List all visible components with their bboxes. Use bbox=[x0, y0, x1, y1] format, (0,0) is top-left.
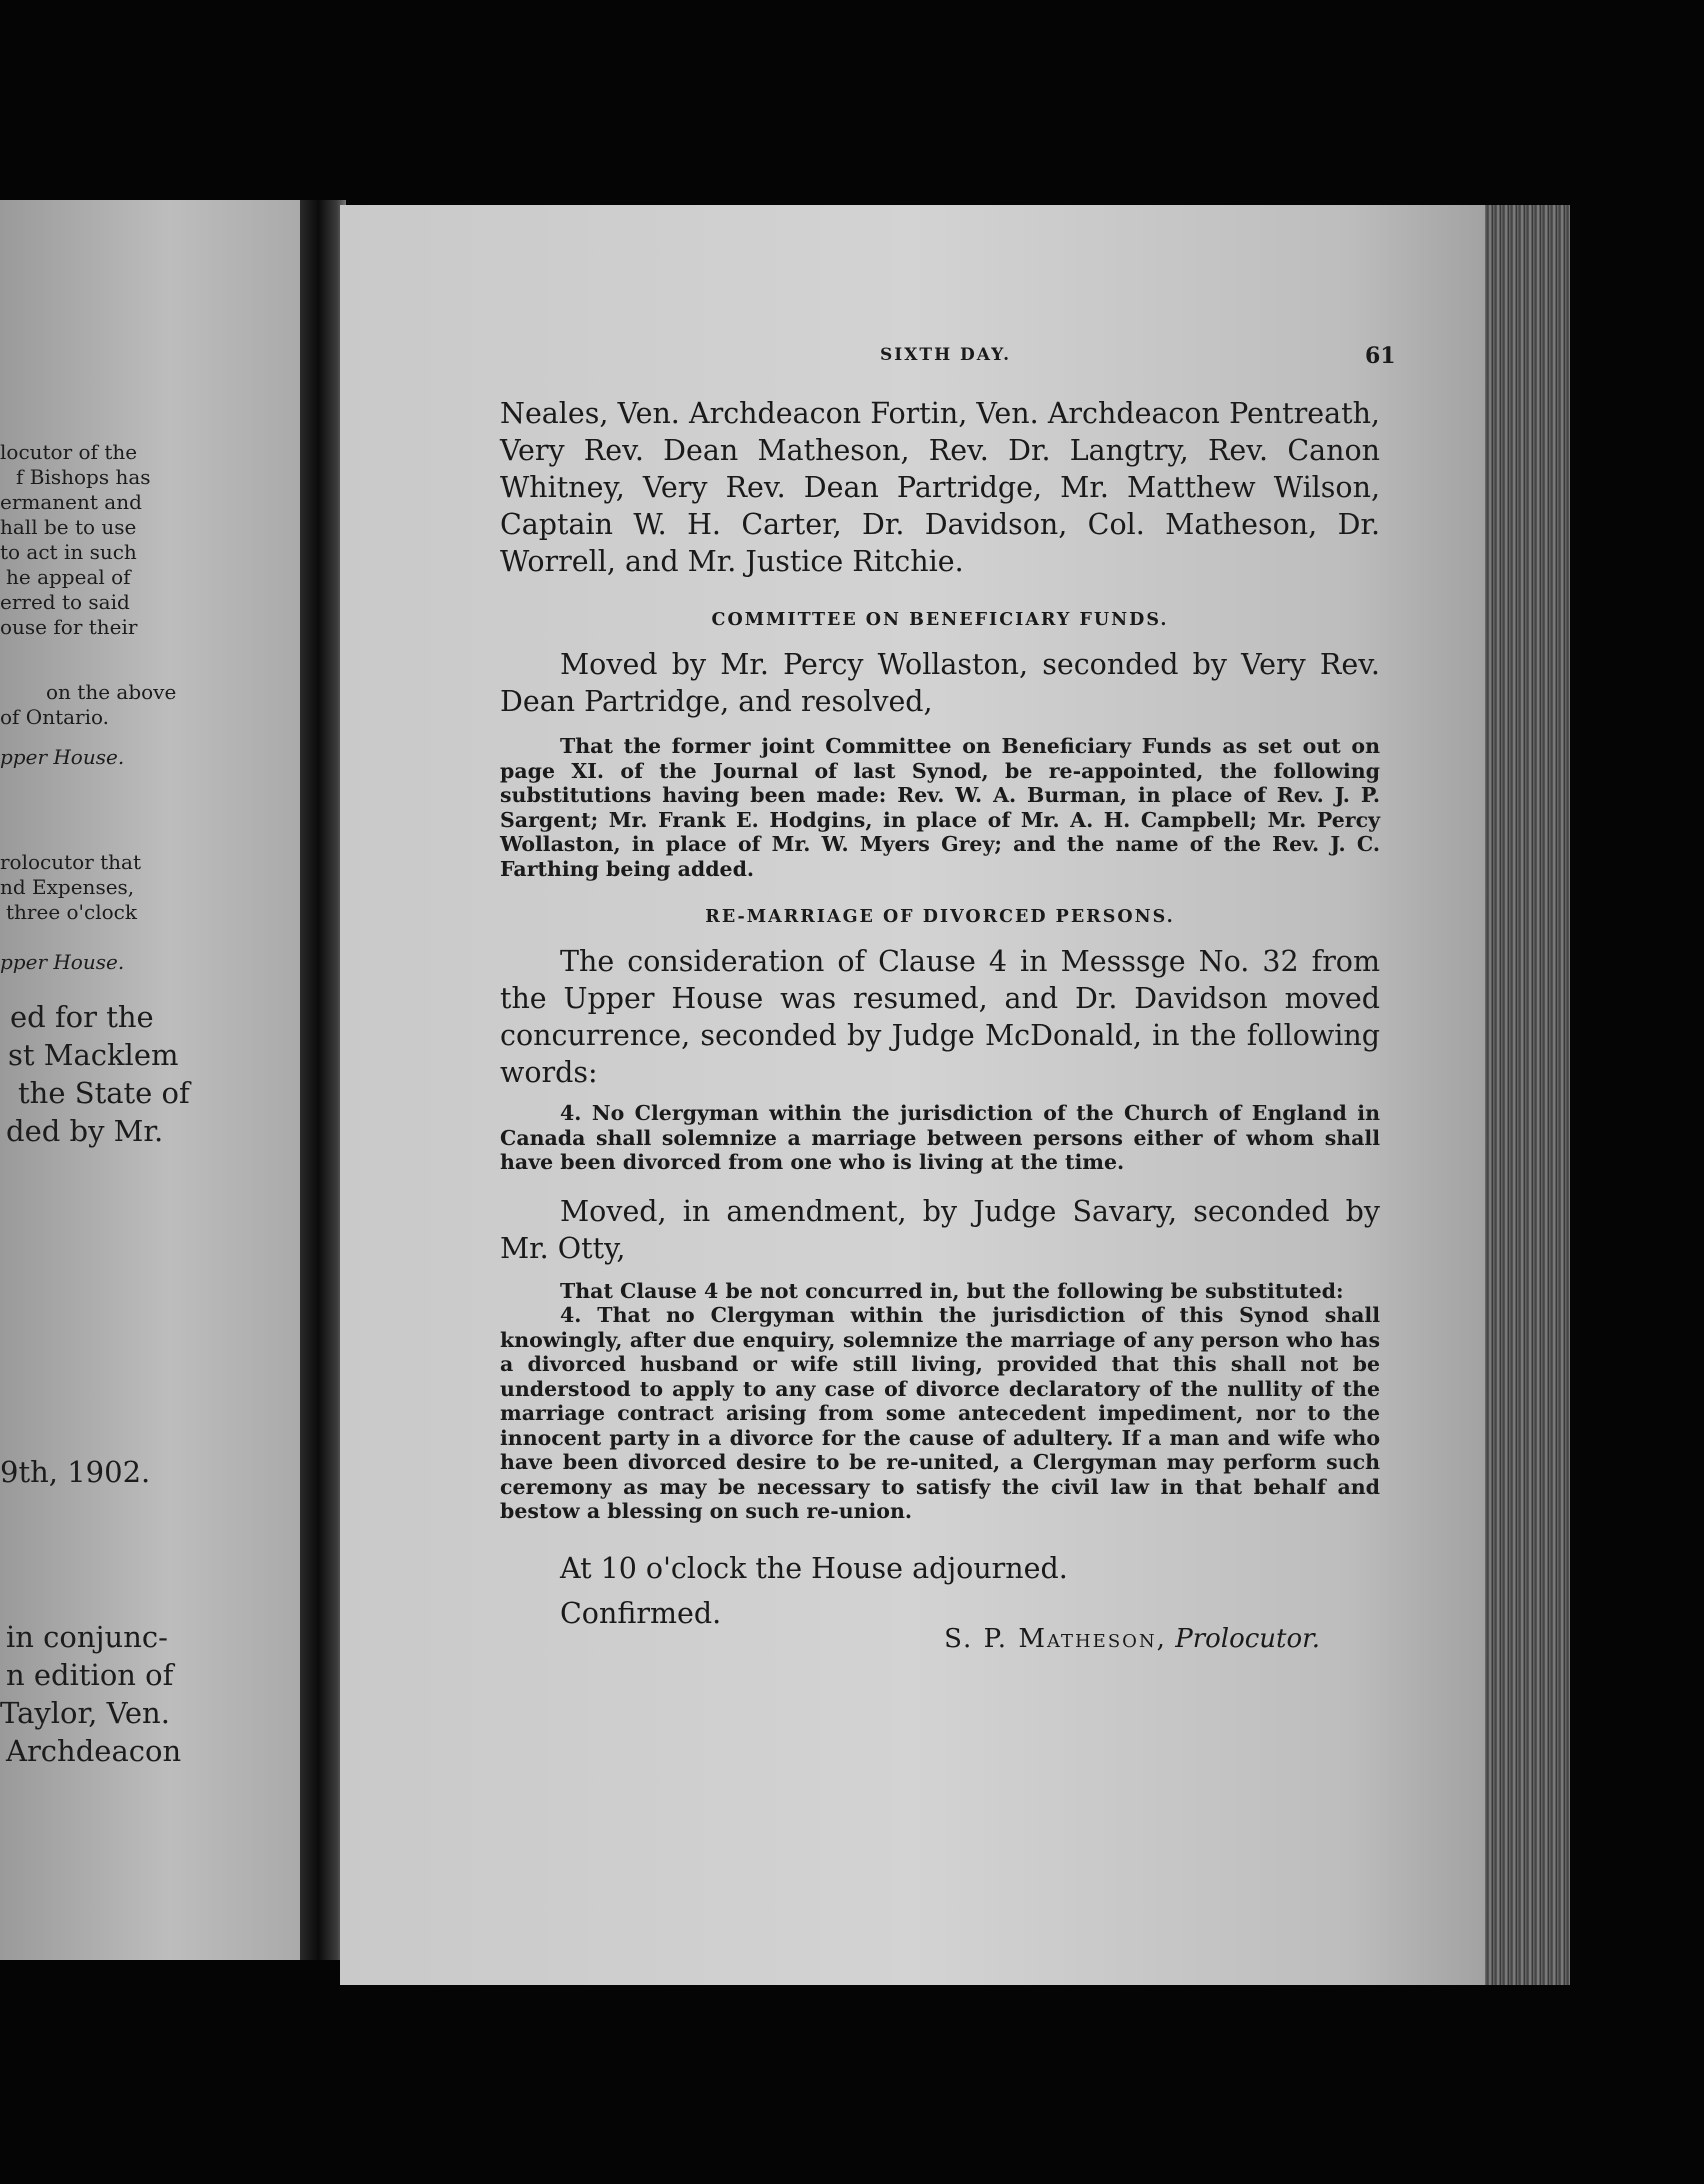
left-fragment-line: erred to said bbox=[0, 590, 130, 614]
left-fragment-line: to act in such bbox=[0, 540, 137, 564]
left-fragment-line: 9th, 1902. bbox=[0, 1455, 151, 1489]
consideration-paragraph: The consideration of Clause 4 in Messsge No. 32 from the Upper House was resumed, and Dr. Davidson moved concurrence, seconded by Judge McDonald, in the following words: bbox=[500, 945, 1380, 1089]
running-head: SIXTH DAY. bbox=[880, 345, 1011, 365]
motion-paragraph: Moved by Mr. Percy Wollaston, seconded by Very Rev. Dean Partridge, and resolved, bbox=[500, 648, 1380, 718]
section-heading-beneficiary-funds: COMMITTEE ON BENEFICIARY FUNDS. bbox=[711, 610, 1169, 630]
resolution-paragraph: That the former joint Committee on Beneficiary Funds as set out on page XI. of the Journal of last Synod, be re-appointed, the following substitutions having been made: Rev. W. A. Burman, in place of Rev. J. P. Sargent; Mr. Frank E. Hodgins, in place of Mr. A. H. Campbell; Mr. Percy Wollaston, in place of Mr. W. Myers Grey; and the name of the Rev. J. C. Farthing being added. bbox=[500, 734, 1380, 881]
left-fragment-line: rolocutor that bbox=[0, 850, 141, 874]
amendment-clause: 4. That no Clergyman within the jurisdiction of this Synod shall knowingly, after due enquiry, solemnize the marriage of any person who has a divorced husband or wife still living, provided that this shall not be understood to apply to any case of divorce declaratory of the nullity of the marriage contract arising from some antecedent impediment, nor to the innocent party in a divorce for the cause of adultery. If a man and wife who have been divorced desire to be re-united, a Clergyman may perform such ceremony as may be necessary to satisfy the civil law in that behalf and bestow a blessing on such re-union. bbox=[500, 1303, 1380, 1523]
left-fragment-line: n edition of bbox=[6, 1658, 174, 1692]
left-fragment-line: Archdeacon bbox=[6, 1734, 182, 1768]
left-fragment-line: st Macklem bbox=[8, 1038, 179, 1072]
left-fragment-line: nd Expenses, bbox=[0, 875, 135, 899]
opening-paragraph: Neales, Ven. Archdeacon Fortin, Ven. Archdeacon Pentreath, Very Rev. Dean Matheson, Rev. Dr. Langtry, Rev. Canon Whitney, Very Rev. Dean Partridge, Mr. Matthew Wilson, Captain W. H. Carter, Dr. Davidson, Col. Matheson, Dr. Worrell, and Mr. Justice Ritchie. bbox=[500, 397, 1380, 578]
left-fragment-line: ed for the bbox=[10, 1000, 154, 1034]
left-fragment-line: three o'clock bbox=[6, 900, 138, 924]
left-fragment-line: hall be to use bbox=[0, 515, 137, 539]
left-fragment-line: ded by Mr. bbox=[6, 1114, 164, 1148]
left-fragment-line: locutor of the bbox=[0, 440, 138, 464]
left-fragment-line: of Ontario. bbox=[0, 705, 110, 729]
left-fragment-line: ouse for their bbox=[0, 615, 138, 639]
left-page-fragment bbox=[0, 200, 308, 1960]
left-fragment-line: f Bishops has bbox=[16, 465, 151, 489]
page-number: 61 bbox=[1365, 343, 1396, 369]
confirmed-line: Confirmed. bbox=[560, 1596, 722, 1630]
left-fragment-line: on the above bbox=[46, 680, 177, 704]
left-fragment-line: in conjunc- bbox=[6, 1620, 168, 1654]
page-stack-edge bbox=[1485, 205, 1570, 1985]
left-fragment-line: he appeal of bbox=[6, 565, 131, 589]
amendment-intro: That Clause 4 be not concurred in, but the following be substituted: bbox=[560, 1278, 1344, 1303]
page-body bbox=[500, 395, 1380, 1654]
right-page bbox=[340, 205, 1485, 1985]
left-fragment-line: pper House. bbox=[0, 745, 125, 769]
amendment-motion: Moved, in amendment, by Judge Savary, seconded by Mr. Otty, bbox=[500, 1194, 1380, 1265]
signature-name: S. P. Matheson, bbox=[944, 1623, 1167, 1654]
clause-4-text: 4. No Clergyman within the jurisdiction of the Church of England in Canada shall solemnize a marriage between persons either of whom shall have been divorced from one who is living at the time. bbox=[500, 1101, 1380, 1174]
adjournment-line: At 10 o'clock the House adjourned. bbox=[560, 1551, 1068, 1585]
left-fragment-line: Taylor, Ven. bbox=[0, 1696, 170, 1730]
left-fragment-line: ermanent and bbox=[0, 490, 142, 514]
signature-title: Prolocutor. bbox=[1175, 1623, 1320, 1654]
left-fragment-line: pper House. bbox=[0, 950, 125, 974]
section-heading-remarriage: RE-MARRIAGE OF DIVORCED PERSONS. bbox=[705, 907, 1175, 927]
left-fragment-line: the State of bbox=[18, 1076, 190, 1110]
